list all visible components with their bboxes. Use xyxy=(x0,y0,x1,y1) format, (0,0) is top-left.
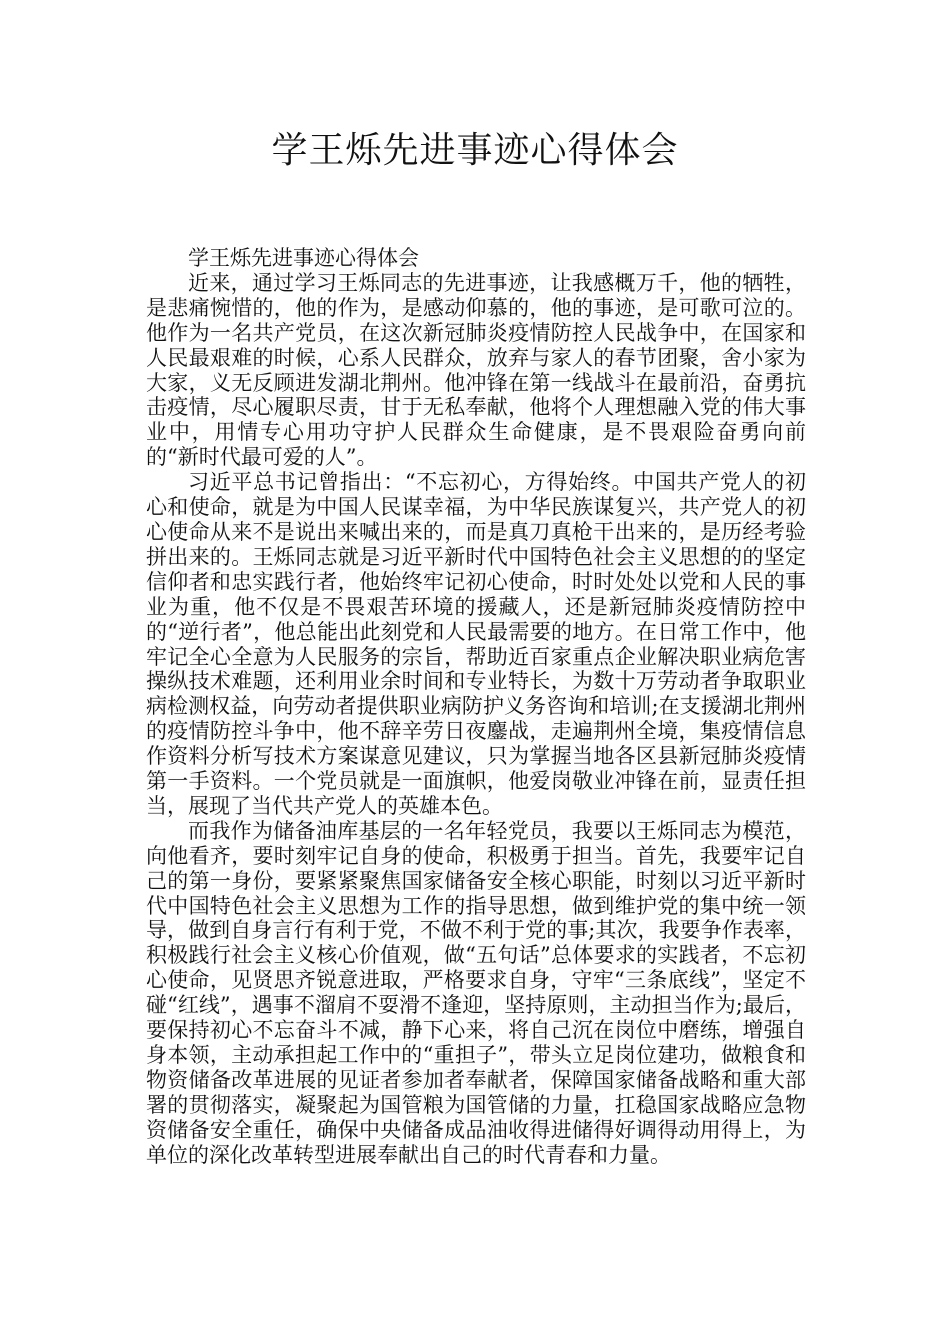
body-paragraph: 而我作为储备油库基层的一名年轻党员，我要以王烁同志为模范，向他看齐，要时刻牢记自身的使命，积极勇于担当。首先，我要牢记自己的第一身份，要紧紧聚焦国家储备安全核心职能，时刻以习近平新时代中国特色社会主义思想为工作的指导思想，做到维护党的集中统一领导，做到自身言行有利于党，不做不利于党的事;其次，我要争作表率，积极践行社会主义核心价值观，做“五句话”总体要求的实践者，不忘初心使命，见贤思齐锐意进取，严格要求自身，守牢“三条底线”，坚定不碰“红线”，遇事不溜肩不耍滑不逢迎，坚持原则，主动担当作为;最后，要保持初心不忘奋斗不减，静下心来，将自己沉在岗位中磨练，增强自身本领，主动承担起工作中的“重担子”，带头立足岗位建功，做粮食和物资储备改革进展的见证者参加者奉献者，保障国家储备战略和重大部署的贯彻落实，凝聚起为国管粮为国管储的力量，扛稳国家战略应急物资储备安全重任，确保中央储备成品油收得进储得好调得动用得上，为单位的深化改革转型进展奉献出自己的时代青春和力量。 xyxy=(146,818,806,1167)
body-paragraph: 习近平总书记曾指出：“不忘初心，方得始终。中国共产党人的初心和使命，就是为中国人民谋幸福，为中华民族谋复兴，共产党人的初心使命从来不是说出来喊出来的，而是真刀真枪干出来的，是历经考验拼出来的。王烁同志就是习近平新时代中国特色社会主义思想的的坚定信仰者和忠实践行者，他始终牢记初心使命，时时处处以党和人民的事业为重，他不仅是不畏艰苦环境的援藏人，还是新冠肺炎疫情防控中的“逆行者”，他总能出此刻党和人民最需要的地方。在日常工作中，他牢记全心全意为人民服务的宗旨，帮助近百家重点企业解决职业病危害操纵技术难题，还利用业余时间和专业特长，为数十万劳动者争取职业病检测权益，向劳动者提供职业病防护义务咨询和培训;在支援湖北荆州的疫情防控斗争中，他不辞辛劳日夜鏖战，走遍荆州全境，集疫情信息作资料分析写技术方案谋意见建议，只为掌握当地各区县新冠肺炎疫情第一手资料。一个党员就是一面旗帜，他爱岗敬业冲锋在前，显责任担当，展现了当代共产党人的英雄本色。 xyxy=(146,470,806,818)
body-paragraph: 近来，通过学习王烁同志的先进事迹，让我感概万千，他的牺牲，是悲痛惋惜的，他的作为，是感动仰慕的，他的事迹，是可歌可泣的。他作为一名共产党员，在这次新冠肺炎疫情防控人民战争中，在国家和人民最艰难的时候，心系人民群众，放弃与家人的春节团聚，舍小家为大家，义无反顾进发湖北荆州。他冲锋在第一线战斗在最前沿，奋勇抗击疫情，尽心履职尽责，甘于无私奉献，他将个人理想融入党的伟大事业中，用情专心用功守护人民群众生命健康，是不畏艰险奋勇向前的“新时代最可爱的人”。 xyxy=(146,270,806,470)
body-paragraph-subtitle: 学王烁先进事迹心得体会 xyxy=(188,246,419,270)
document-title: 学王烁先进事迹心得体会 xyxy=(271,130,679,171)
document-body xyxy=(146,246,806,1168)
